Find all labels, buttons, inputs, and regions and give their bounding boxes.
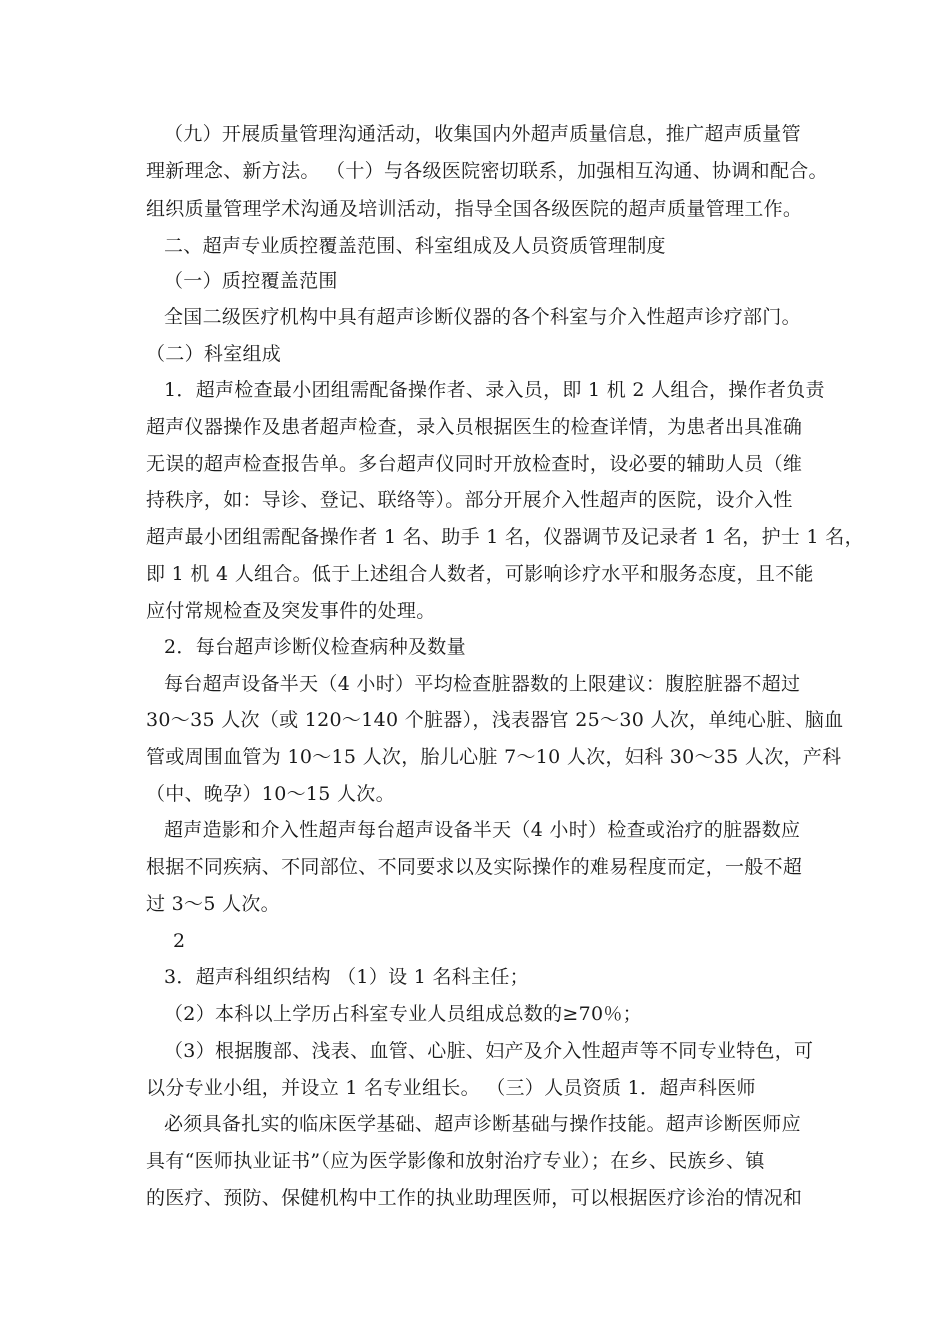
text-line: 超声最小团组需配备操作者 1 名、助手 1 名，仪器调节及记录者 1 名，护士 1 名， (146, 526, 864, 548)
text-line: （九）开展质量管理沟通活动，收集国内外超声质量信息，推广超声质量管 (164, 123, 801, 145)
text-line: 必须具备扎实的临床医学基础、超声诊断基础与操作技能。超声诊断医师应 (164, 1113, 801, 1135)
text-line: 根据不同疾病、不同部位、不同要求以及实际操作的难易程度而定，一般不超 (146, 856, 803, 878)
text-line: 30～35 人次（或 120～140 个脏器），浅表器官 25～30 人次，单纯心脏、脑血 (146, 709, 844, 731)
text-line: 1．超声检查最小团组需配备操作者、录入员，即 1 机 2 人组合，操作者负责 (164, 379, 825, 401)
subsection-heading: （二）科室组成 (146, 343, 282, 365)
item-heading: 2．每台超声诊断仪检查病种及数量 (164, 636, 466, 658)
item-heading: 3．超声科组织结构 （1）设 1 名科主任； (164, 966, 529, 988)
text-line: 的医疗、预防、保健机构中工作的执业助理医师，可以根据医疗诊治的情况和 (146, 1187, 803, 1209)
text-line: 持秩序，如：导诊、登记、联络等）。部分开展介入性超声的医院，设介入性 (146, 489, 793, 511)
text-line: 应付常规检查及突发事件的处理。 (146, 600, 436, 622)
section-heading: 二、超声专业质控覆盖范围、科室组成及人员资质管理制度 (164, 235, 666, 257)
text-line: （中、晚孕）10～15 人次。 (146, 783, 395, 805)
text-line: 理新理念、新方法。 （十）与各级医院密切联系，加强相互沟通、协调和配合。 (146, 160, 828, 182)
text-line: （3）根据腹部、浅表、血管、心脏、妇产及介入性超声等不同专业特色，可 (164, 1040, 814, 1062)
text-line: 以分专业小组，并设立 1 名专业组长。 （三）人员资质 1．超声科医师 (146, 1077, 756, 1099)
page-number: 2 (173, 930, 186, 952)
text-line: 具有“医师执业证书”（应为医学影像和放射治疗专业）；在乡、民族乡、镇 (146, 1150, 765, 1172)
text-line: 即 1 机 4 人组合。低于上述组合人数者，可影响诊疗水平和服务态度，且不能 (146, 563, 814, 585)
text-line: 超声仪器操作及患者超声检查，录入员根据医生的检查详情，为患者出具准确 (146, 416, 803, 438)
text-line: 全国二级医疗机构中具有超声诊断仪器的各个科室与介入性超声诊疗部门。 (164, 306, 801, 328)
text-line: 过 3～5 人次。 (146, 893, 280, 915)
text-line: 管或周围血管为 10～15 人次，胎儿心脏 7～10 人次，妇科 30～35 人次，产科 (146, 746, 842, 768)
text-line: 每台超声设备半天（4 小时）平均检查脏器数的上限建议：腹腔脏器不超过 (164, 673, 801, 695)
text-line: 组织质量管理学术沟通及培训活动，指导全国各级医院的超声质量管理工作。 (146, 198, 803, 220)
text-line: （2）本科以上学历占科室专业人员组成总数的≥70％； (164, 1003, 642, 1025)
subsection-heading: （一）质控覆盖范围 (164, 270, 338, 292)
text-line: 超声造影和介入性超声每台超声设备半天（4 小时）检查或治疗的脏器数应 (164, 819, 801, 841)
text-line: 无误的超声检查报告单。多台超声仪同时开放检查时，设必要的辅助人员（维 (146, 453, 803, 475)
